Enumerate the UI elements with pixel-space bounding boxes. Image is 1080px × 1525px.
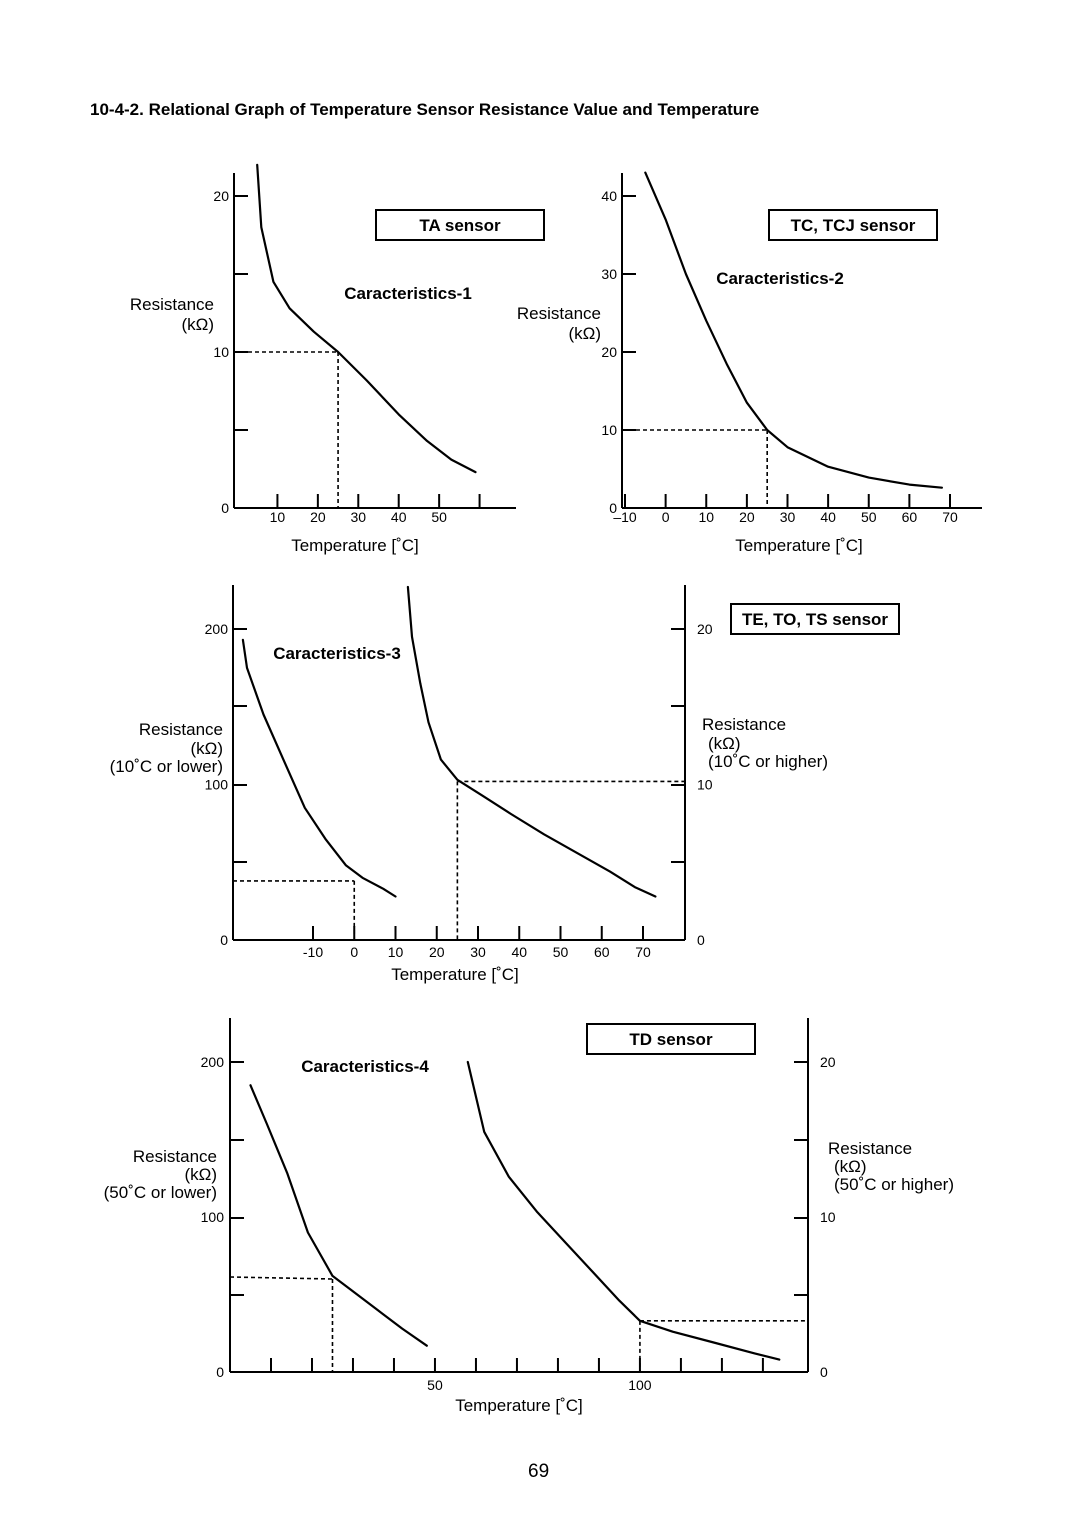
y-tick-label-right: 0 (820, 1364, 828, 1380)
x-tick-label: 50 (431, 509, 447, 525)
x-tick-label: 70 (942, 509, 958, 525)
x-tick-label: 0 (350, 944, 359, 960)
sensor-label-td: TD sensor (629, 1030, 713, 1049)
y-tick-label-right: 20 (697, 621, 713, 637)
y-tick-label-right: 10 (697, 776, 713, 793)
y-axis-label: Resistance (516, 304, 601, 323)
te-curve-left (243, 640, 396, 897)
y-axis-label: Resistance (129, 295, 214, 314)
x-tick-label: 10 (387, 944, 404, 960)
sensor-label-ta: TA sensor (419, 216, 501, 235)
td-curve-right (468, 1062, 780, 1360)
y-tick-label: 10 (213, 344, 229, 360)
y-tick-label-left: 100 (204, 776, 228, 793)
y-tick-label-right: 20 (820, 1054, 836, 1070)
x-tick-label: 0 (661, 509, 670, 525)
x-tick-label: 40 (511, 944, 528, 960)
sensor-label-te: TE, TO, TS sensor (741, 610, 889, 629)
x-tick-label: 10 (269, 509, 286, 525)
y-tick-label: 0 (221, 500, 229, 516)
y-tick-label-left: 0 (216, 1364, 224, 1380)
x-tick-label: 30 (779, 509, 796, 525)
y-tick-label: 30 (601, 266, 617, 282)
x-tick-label: 30 (350, 509, 367, 525)
y-tick-label-left: 200 (200, 1054, 224, 1070)
y-axis-unit: (kΩ) (181, 315, 214, 334)
x-tick-label: 40 (390, 509, 407, 525)
sensor-label-tc: TC, TCJ sensor (790, 216, 916, 235)
y-axis-label-right: Resistance (702, 715, 787, 734)
y-tick-label: 0 (609, 500, 617, 516)
x-axis-label: Temperature [˚C] (455, 1396, 583, 1415)
x-tick-label: 50 (427, 1377, 443, 1393)
y-tick-label-left: 200 (204, 621, 228, 637)
y-axis-unit-right: (kΩ) (708, 734, 741, 753)
x-tick-label: 40 (820, 509, 836, 525)
y-tick-label: 20 (601, 344, 617, 360)
x-tick-label: -10 (302, 944, 324, 960)
x-tick-label: 60 (901, 509, 918, 525)
page-number: 69 (528, 1461, 550, 1482)
x-tick-label: 50 (860, 509, 877, 525)
y-axis-unit: (kΩ) (568, 324, 601, 343)
y-axis-unit-left: (kΩ) (184, 1165, 217, 1184)
y-tick-label-right: 10 (820, 1209, 836, 1225)
y-axis-label-left: Resistance (132, 1147, 217, 1166)
y-axis-unit-left: (kΩ) (190, 739, 223, 758)
y-axis-range-right: (10˚C or higher) (708, 752, 828, 771)
y-axis-range-right: (50˚C or higher) (834, 1175, 954, 1194)
x-tick-label: 60 (593, 944, 610, 960)
x-tick-label: 70 (635, 944, 651, 960)
td-curve-left (251, 1085, 427, 1345)
characteristic-label: Caracteristics-1 (344, 284, 472, 303)
x-tick-label: 50 (552, 944, 569, 960)
x-tick-label: 20 (739, 509, 755, 525)
reference-line-left-h (230, 1277, 332, 1279)
y-axis-label-left: Resistance (138, 720, 223, 739)
x-tick-label: 10 (698, 509, 715, 525)
x-axis-label: Temperature [˚C] (735, 536, 863, 555)
characteristic-label: Caracteristics-3 (273, 644, 401, 663)
y-tick-label-left: 0 (220, 932, 228, 948)
x-tick-label: 20 (310, 509, 326, 525)
y-axis-range-left: (50˚C or lower) (103, 1183, 217, 1202)
x-tick-label: –10 (613, 509, 637, 525)
x-tick-label: 30 (470, 944, 486, 960)
y-tick-label: 10 (601, 422, 617, 438)
x-tick-label: 100 (628, 1377, 652, 1393)
y-axis-unit-right: (kΩ) (834, 1157, 867, 1176)
te-curve-right (408, 587, 656, 897)
y-tick-label-right: 0 (697, 932, 705, 948)
x-axis-label: Temperature [˚C] (391, 965, 519, 984)
page-title: 10-4-2. Relational Graph of Temperature Sensor Resistance Value and Temperature (90, 100, 760, 119)
y-tick-label: 40 (601, 188, 617, 204)
y-tick-label: 20 (213, 188, 229, 204)
x-tick-label: 20 (428, 944, 445, 960)
y-axis-label-right: Resistance (828, 1139, 913, 1158)
characteristic-label: Caracteristics-4 (301, 1057, 429, 1076)
x-axis-label: Temperature [˚C] (291, 536, 419, 555)
y-tick-label-left: 100 (200, 1209, 224, 1225)
characteristic-label: Caracteristics-2 (716, 269, 844, 288)
y-axis-range-left: (10˚C or lower) (109, 757, 223, 776)
